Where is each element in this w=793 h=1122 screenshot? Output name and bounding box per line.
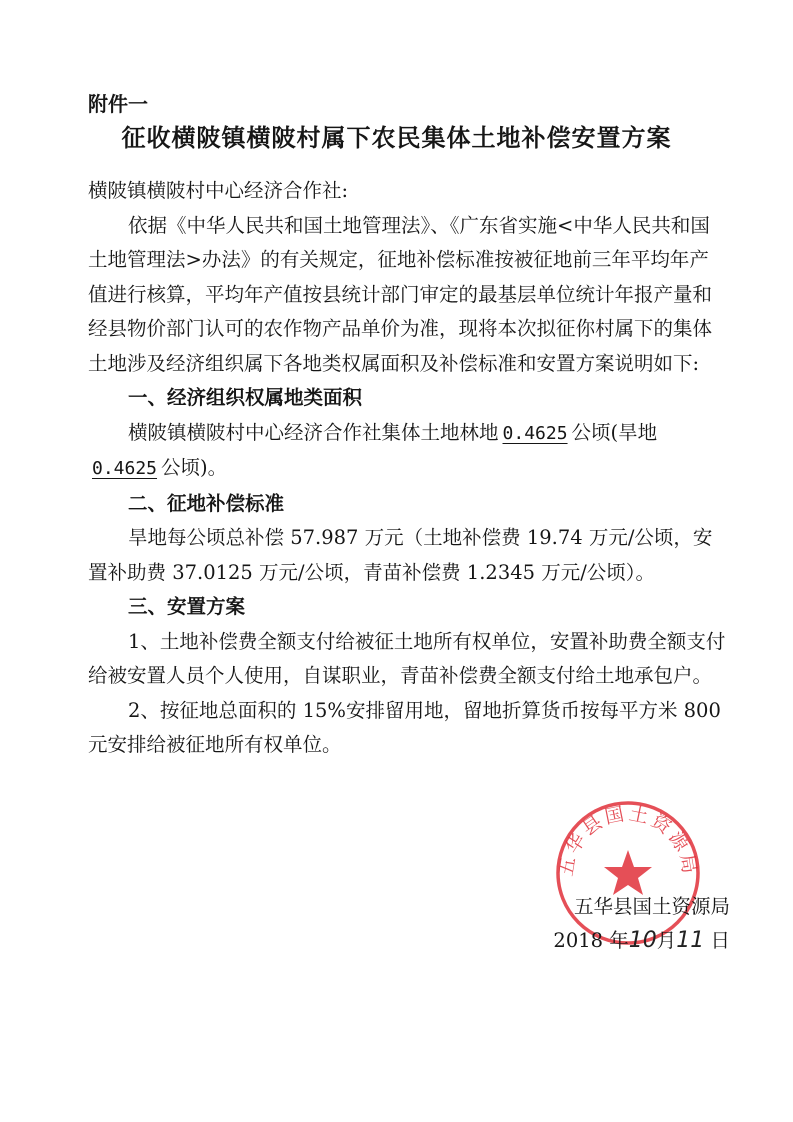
date-year: 2018 bbox=[553, 929, 604, 952]
seal-star-icon bbox=[604, 850, 652, 895]
date-day: 11 bbox=[676, 928, 705, 953]
section3-heading: 三、安置方案 bbox=[128, 595, 246, 618]
document-body bbox=[88, 174, 728, 763]
attachment-label: 附件一 bbox=[88, 92, 148, 116]
salutation: 横陂镇横陂村中心经济合作社: bbox=[88, 179, 349, 202]
section1-paragraph bbox=[88, 416, 728, 487]
intro-paragraph: 依据《中华人民共和国土地管理法》、《广东省实施<中华人民共和国土地管理法>办法》的有关规定，征地补偿标准按被征地前三年平均年产值进行核算，平均年产值按县统计部门审定的最基层单位统计年报产量和经县物价部门认可的农作物产品单价为准，现将本次拟征你村属下的集体土地涉及经济组织属下各地类权属面积及补偿标准和安置方案说明如下: bbox=[88, 213, 713, 375]
section2-heading: 二、征地补偿标准 bbox=[128, 491, 285, 515]
date-month: 10 bbox=[628, 928, 657, 953]
issuing-organization: 五华县国土资源局 bbox=[573, 895, 730, 918]
date-day-unit: 日 bbox=[710, 929, 730, 952]
section1-text-middle: 公顷(旱地 bbox=[571, 420, 658, 444]
issue-date bbox=[540, 924, 730, 958]
section2-paragraph: 旱地每公顷总补偿 57.987 万元（土地补偿费 19.74 万元/公顷，安置补助费 37.0125 万元/公顷，青苗补偿费 1.2345 万元/公顷）。 bbox=[88, 526, 713, 584]
date-month-unit: 月 bbox=[656, 929, 677, 952]
seal-text: 五华县国土资源局 bbox=[555, 802, 701, 878]
section1-text-after: 公顷)。 bbox=[161, 456, 228, 479]
signature-block bbox=[540, 890, 730, 958]
section1-text-before: 横陂镇横陂村中心经济合作社集体土地林地 bbox=[128, 420, 499, 444]
section1-heading: 一、经济组织权属地类面积 bbox=[128, 386, 363, 409]
section3-item1: 1、土地补偿费全额支付给被征土地所有权单位，安置补助费全额支付给被安置人员个人使用，自谋职业，青苗补偿费全额支付给土地承包户。 bbox=[88, 629, 726, 687]
section3-item2: 2、按征地总面积的 15%安排留用地，留地折算货币按每平方米 800 元安排给被征地所有权单位。 bbox=[88, 698, 721, 756]
forest-area-value: 0.4625 bbox=[502, 422, 568, 444]
date-year-unit: 年 bbox=[609, 929, 629, 952]
dry-land-area-value: 0.4625 bbox=[92, 458, 158, 479]
document-title: 征收横陂镇横陂村属下农民集体土地补偿安置方案 bbox=[121, 124, 672, 152]
